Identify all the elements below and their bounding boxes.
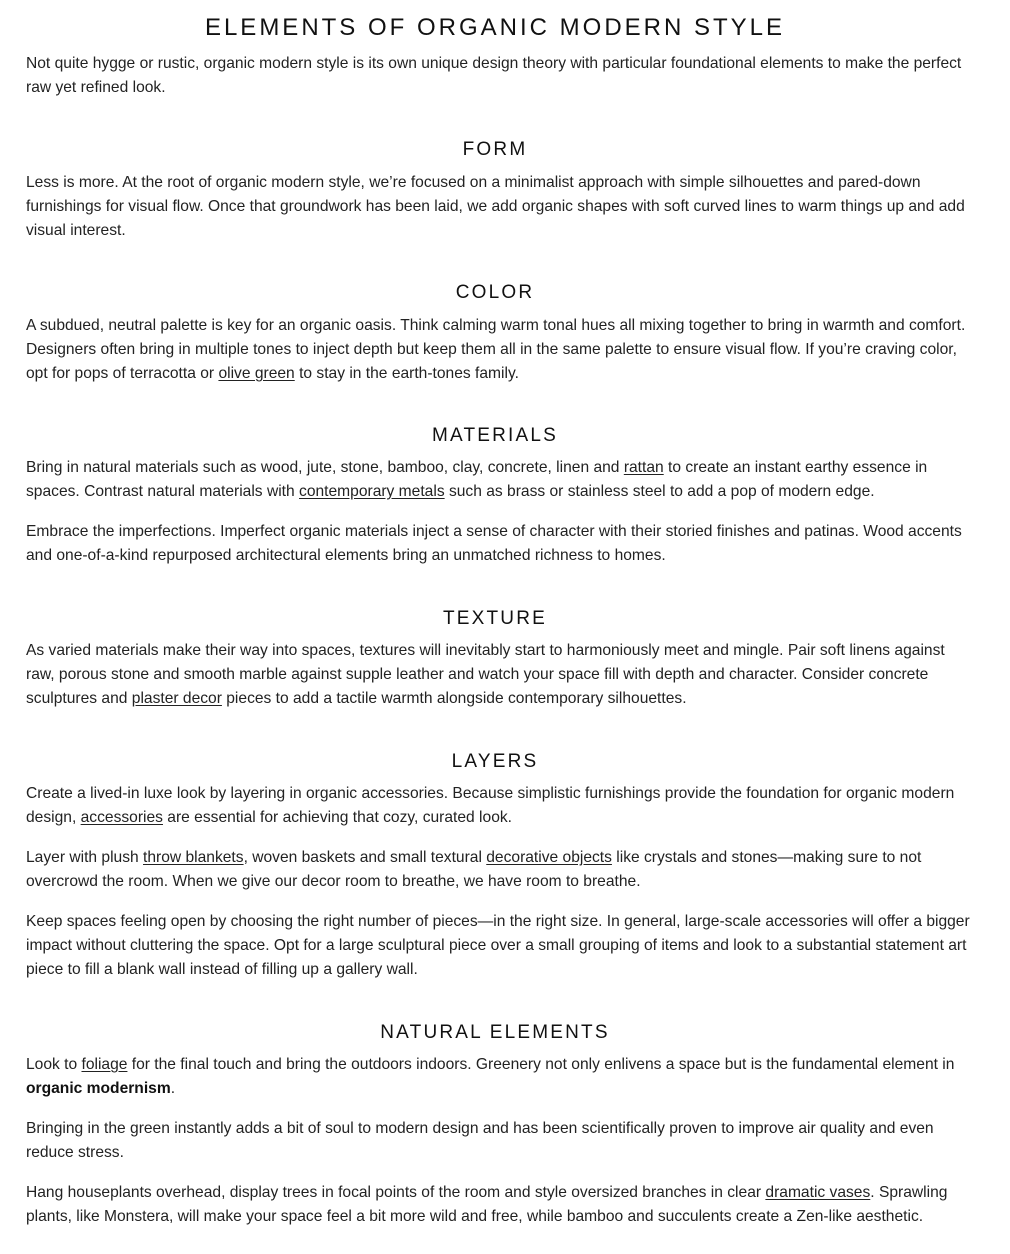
section-heading-color: COLOR xyxy=(455,282,535,303)
text: , woven baskets and small textural xyxy=(243,849,487,866)
text: to stay in the earth-tones family. xyxy=(294,365,519,382)
color-paragraph xyxy=(26,314,976,386)
text: for the final touch and bring the outdoors indoors. Greenery not only enlivens a space but is the fundamental element in xyxy=(127,1056,955,1073)
text: As varied materials make their way into spaces, textures will inevitably start to harmoniously meet and mingle. Pair soft linens against raw, porous stone and smooth marble against supple leather and watch your space fill with depth and character. Consider concrete sculptures and xyxy=(26,642,945,707)
rattan-link[interactable]: rattan xyxy=(623,459,664,476)
foliage-link[interactable]: foliage xyxy=(81,1056,128,1073)
dramatic-vases-link[interactable]: dramatic vases xyxy=(765,1184,871,1201)
text: Hang houseplants overhead, display trees in focal points of the room and style oversized branches in clear xyxy=(26,1184,766,1201)
natural-paragraph-2: Bringing in the green instantly adds a bit of soul to modern design and has been scientifically proven to improve air quality and even reduce stress. xyxy=(26,1120,934,1161)
natural-paragraph-1 xyxy=(26,1053,976,1101)
text: . Sprawling plants, like Monstera, will make your space feel a bit more wild and free, while bamboo and succulents create a Zen-like aesthetic. xyxy=(26,1184,948,1225)
bold-text: organic modernism xyxy=(26,1080,171,1097)
text: . xyxy=(170,1080,176,1097)
intro-paragraph: Not quite hygge or rustic, organic modern style is its own unique design theory with particular foundational elements to make the perfect raw yet refined look. xyxy=(26,55,962,96)
text: pieces to add a tactile warmth alongside contemporary silhouettes. xyxy=(221,690,687,707)
page-title: ELEMENTS OF ORGANIC MODERN STYLE xyxy=(204,14,786,41)
section-heading-form: FORM xyxy=(462,139,528,160)
throw-blankets-link[interactable]: throw blankets xyxy=(143,849,244,866)
section-heading-materials: MATERIALS xyxy=(431,425,559,446)
plaster-decor-link[interactable]: plaster decor xyxy=(131,690,222,707)
layers-paragraph-3: Keep spaces feeling open by choosing the right number of pieces—in the right size. In general, large-scale accessories will offer a bigger impact without cluttering the space. Opt for a large sculptural piece over a small grouping of items and look to a substantial statement art piece to fill a blank wall instead of filling up a gallery wall. xyxy=(26,913,970,978)
materials-paragraph-2: Embrace the imperfections. Imperfect organic materials inject a sense of character with their storied finishes and patinas. Wood accents and one-of-a-kind repurposed architectural elements bring an unmatched richness to homes. xyxy=(26,523,962,564)
text: A subdued, neutral palette is key for an organic oasis. Think calming warm tonal hues all mixing together to bring in warmth and comfort. Designers often bring in multiple tones to inject depth but keep them all in the same palette to ensure visual flow. If you’re craving color, opt for pops of terracotta or xyxy=(26,317,966,382)
layers-paragraph-2 xyxy=(26,846,976,894)
text: to create an instant earthy essence in spaces. Contrast natural materials with xyxy=(26,459,928,500)
contemporary-metals-link[interactable]: contemporary metals xyxy=(299,483,445,500)
text: Bring in natural materials such as wood, jute, stone, bamboo, clay, concrete, linen and xyxy=(26,459,624,476)
layers-paragraph-1 xyxy=(26,782,976,830)
section-heading-layers: LAYERS xyxy=(451,751,539,772)
text: like crystals and stones—making sure to not overcrowd the room. When we give our decor room to breathe, we have room to breathe. xyxy=(26,849,922,890)
section-heading-natural-elements: NATURAL ELEMENTS xyxy=(380,1022,610,1043)
natural-paragraph-3 xyxy=(26,1181,976,1229)
text: Layer with plush xyxy=(26,849,144,866)
olive-green-link[interactable]: olive green xyxy=(218,365,295,382)
materials-paragraph-1 xyxy=(26,456,976,504)
text: such as brass or stainless steel to add a pop of modern edge. xyxy=(444,483,875,500)
text: are essential for achieving that cozy, curated look. xyxy=(162,809,512,826)
section-heading-texture: TEXTURE xyxy=(442,608,548,629)
texture-paragraph xyxy=(26,639,976,711)
decorative-objects-link[interactable]: decorative objects xyxy=(486,849,612,866)
form-paragraph: Less is more. At the root of organic modern style, we’re focused on a minimalist approach with simple silhouettes and pared-down furnishings for visual flow. Once that groundwork has been laid, we add organic shapes with soft curved lines to warm things up and add visual interest. xyxy=(26,174,965,239)
text: Look to xyxy=(26,1056,82,1073)
accessories-link[interactable]: accessories xyxy=(80,809,163,826)
text: Create a lived-in luxe look by layering in organic accessories. Because simplistic furnishings provide the foundation for organic modern design, xyxy=(26,785,955,826)
